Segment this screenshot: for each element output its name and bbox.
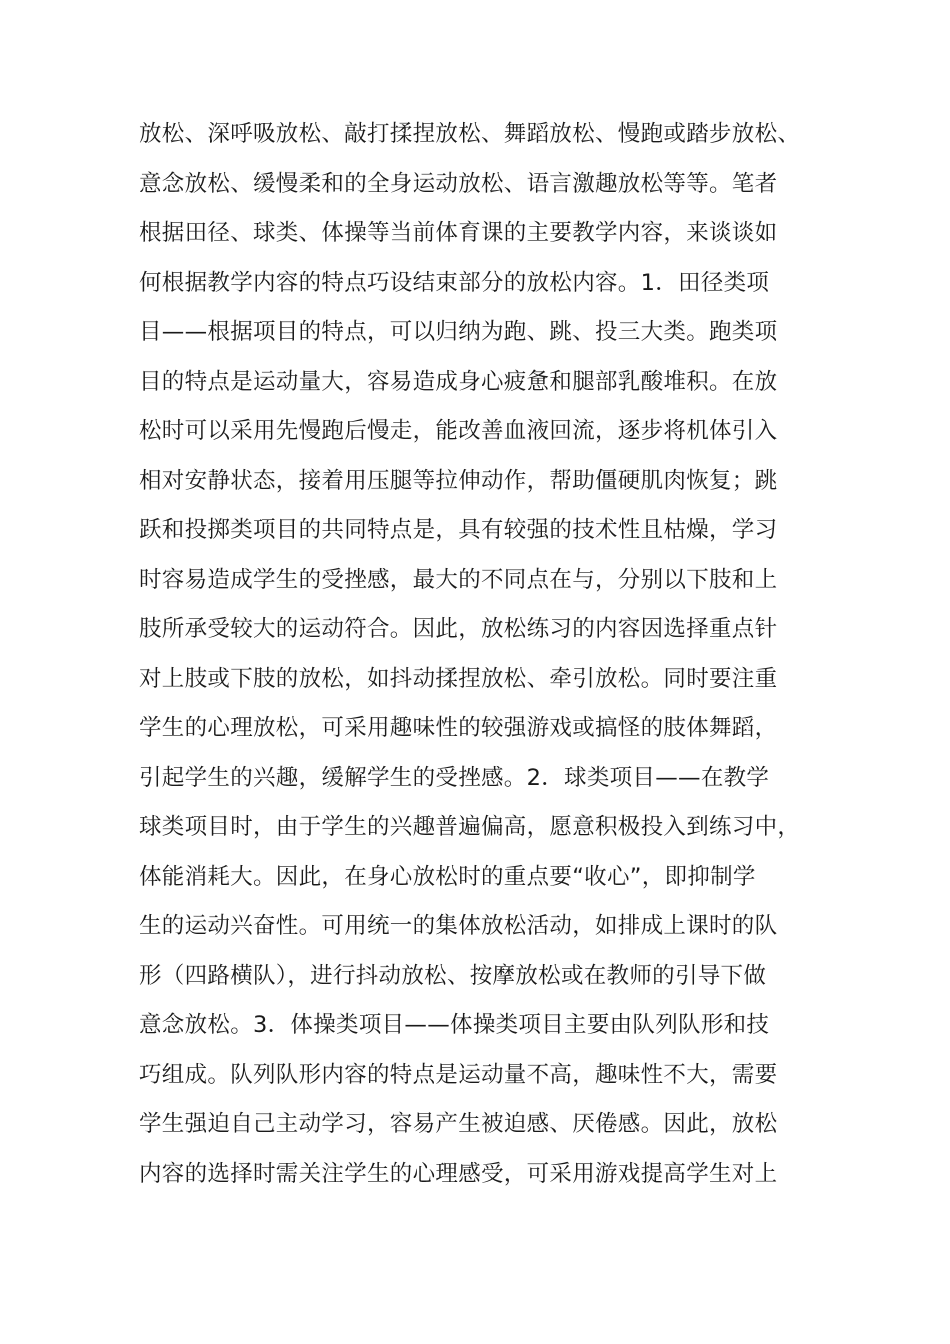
text-line: 根据田径、球类、体操等当前体育课的主要教学内容，来谈谈如 [139, 220, 778, 246]
text-line: 对上肢或下肢的放松，如抖动揉捏放松、牵引放松。同时要注重 [139, 665, 778, 692]
text-line: 引起学生的兴趣，缓解学生的受挫感。2．球类项目——在教学 [139, 764, 770, 791]
text-line: 目——根据项目的特点，可以归纳为跑、跳、投三大类。跑类项 [139, 319, 778, 345]
text-line: 放松、深呼吸放松、敲打揉捏放松、舞蹈放松、慢跑或踏步放松、 [139, 121, 801, 147]
text-line: 内容的选择时需关注学生的心理感受，可采用游戏提高学生对上 [139, 1160, 778, 1187]
text-line: 巧组成。队列队形内容的特点是运动量不高，趣味性不大，需要 [139, 1061, 778, 1088]
text-line: 肢所承受较大的运动符合。因此，放松练习的内容因选择重点针 [139, 616, 778, 642]
text-line: 目的特点是运动量大，容易造成身心疲惫和腿部乳酸堆积。在放 [139, 368, 778, 395]
text-line: 形（四路横队），进行抖动放松、按摩放松或在教师的引导下做 [139, 962, 767, 989]
text-line: 体能消耗大。因此，在身心放松时的重点要“收心”，即抑制学 [139, 863, 756, 890]
text-line: 何根据教学内容的特点巧设结束部分的放松内容。1．田径类项 [139, 269, 770, 296]
text-line: 跃和投掷类项目的共同特点是，具有较强的技术性且枯燥，学习 [139, 517, 778, 543]
text-line: 时容易造成学生的受挫感，最大的不同点在与，分别以下肢和上 [139, 566, 778, 593]
text-line: 意念放松。3．体操类项目——体操类项目主要由队列队形和技 [139, 1012, 770, 1038]
text-line: 学生的心理放松，可采用趣味性的较强游戏或搞怪的肢体舞蹈， [139, 715, 778, 741]
text-line: 意念放松、缓慢柔和的全身运动放松、语言激趣放松等等。笔者 [139, 170, 778, 197]
text-line: 相对安静状态，接着用压腿等拉伸动作，帮助僵硬肌肉恢复；跳 [139, 467, 778, 494]
text-line: 生的运动兴奋性。可用统一的集体放松活动，如排成上课时的队 [139, 913, 778, 939]
text-line: 松时可以采用先慢跑后慢走，能改善血液回流，逐步将机体引入 [139, 418, 778, 444]
text-line: 球类项目时，由于学生的兴趣普遍偏高，愿意积极投入到练习中， [139, 814, 801, 840]
text-line: 学生强迫自己主动学习，容易产生被迫感、厌倦感。因此，放松 [139, 1111, 778, 1137]
body-paragraph [139, 110, 819, 1199]
